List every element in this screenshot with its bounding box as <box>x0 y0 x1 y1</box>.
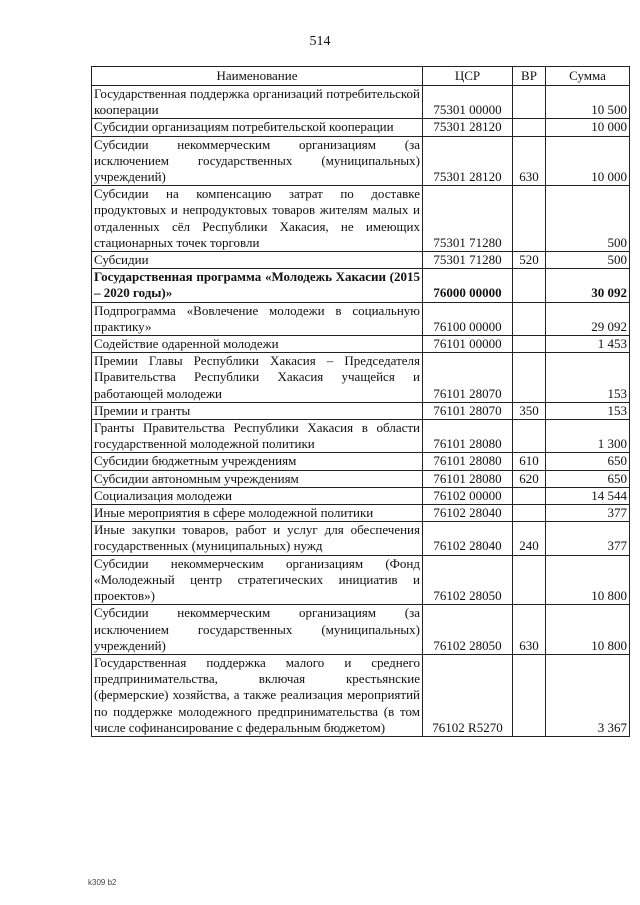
row-sum-cell: 10 000 <box>546 136 630 186</box>
row-vr-cell <box>513 86 546 119</box>
row-csr-cell: 76102 28050 <box>423 605 513 655</box>
row-sum-cell: 500 <box>546 252 630 269</box>
row-sum-cell: 650 <box>546 470 630 487</box>
row-sum-cell: 1 453 <box>546 336 630 353</box>
table-row <box>92 186 630 252</box>
row-sum-cell: 153 <box>546 402 630 419</box>
budget-table <box>91 66 630 737</box>
table-row <box>92 420 630 453</box>
row-sum-cell: 500 <box>546 186 630 252</box>
row-vr-cell: 620 <box>513 470 546 487</box>
row-name-cell: Государственная поддержка организаций потребительской кооперации <box>92 86 423 119</box>
row-csr-cell: 75301 28120 <box>423 136 513 186</box>
row-vr-cell: 350 <box>513 402 546 419</box>
row-name-cell: Подпрограмма «Вовлечение молодежи в социальную практику» <box>92 302 423 335</box>
table-row <box>92 470 630 487</box>
row-name-cell: Субсидии некоммерческим организациям (за исключением государственных (муниципальных) учреждений) <box>92 136 423 186</box>
row-csr-cell: 76101 28080 <box>423 420 513 453</box>
row-sum-cell: 650 <box>546 453 630 470</box>
row-sum-cell: 10 500 <box>546 86 630 119</box>
row-sum-cell: 1 300 <box>546 420 630 453</box>
table-row <box>92 555 630 605</box>
row-vr-cell: 520 <box>513 252 546 269</box>
row-csr-cell: 76102 00000 <box>423 487 513 504</box>
row-vr-cell <box>513 302 546 335</box>
row-vr-cell: 610 <box>513 453 546 470</box>
table-row <box>92 654 630 736</box>
row-vr-cell: 240 <box>513 522 546 555</box>
row-name-cell: Субсидии некоммерческим организациям (за исключением государственных (муниципальных) учреждений) <box>92 605 423 655</box>
row-csr-cell: 76102 R5270 <box>423 654 513 736</box>
row-name-cell: Субсидии бюджетным учреждениям <box>92 453 423 470</box>
column-header-vr: ВР <box>513 67 546 86</box>
row-csr-cell: 76101 28080 <box>423 453 513 470</box>
row-vr-cell <box>513 186 546 252</box>
row-vr-cell <box>513 505 546 522</box>
row-sum-cell: 377 <box>546 505 630 522</box>
row-csr-cell: 76102 28040 <box>423 522 513 555</box>
row-vr-cell <box>513 555 546 605</box>
row-csr-cell: 76100 00000 <box>423 302 513 335</box>
row-name-cell: Субсидии автономным учреждениям <box>92 470 423 487</box>
row-csr-cell: 75301 71280 <box>423 186 513 252</box>
row-vr-cell <box>513 269 546 302</box>
table-row <box>92 505 630 522</box>
row-vr-cell <box>513 487 546 504</box>
table-row <box>92 136 630 186</box>
row-sum-cell: 377 <box>546 522 630 555</box>
row-sum-cell: 153 <box>546 353 630 403</box>
footer-code: k309 b2 <box>88 878 117 887</box>
row-csr-cell: 76000 00000 <box>423 269 513 302</box>
row-csr-cell: 75301 00000 <box>423 86 513 119</box>
row-sum-cell: 3 367 <box>546 654 630 736</box>
row-sum-cell: 30 092 <box>546 269 630 302</box>
column-header-sum: Сумма <box>546 67 630 86</box>
row-csr-cell: 76102 28040 <box>423 505 513 522</box>
table-row <box>92 402 630 419</box>
row-name-cell: Социализация молодежи <box>92 487 423 504</box>
row-vr-cell: 630 <box>513 136 546 186</box>
table-row <box>92 302 630 335</box>
table-header-row <box>92 67 630 86</box>
column-header-csr: ЦСР <box>423 67 513 86</box>
row-sum-cell: 10 800 <box>546 555 630 605</box>
row-vr-cell: 630 <box>513 605 546 655</box>
row-name-cell: Субсидии организациям потребительской кооперации <box>92 119 423 136</box>
row-name-cell: Государственная программа «Молодежь Хакасии (2015 – 2020 годы)» <box>92 269 423 302</box>
row-csr-cell: 75301 71280 <box>423 252 513 269</box>
row-vr-cell <box>513 336 546 353</box>
row-csr-cell: 76102 28050 <box>423 555 513 605</box>
table-row <box>92 353 630 403</box>
row-name-cell: Премии и гранты <box>92 402 423 419</box>
table-row <box>92 487 630 504</box>
row-sum-cell: 14 544 <box>546 487 630 504</box>
row-csr-cell: 76101 00000 <box>423 336 513 353</box>
row-name-cell: Иные мероприятия в сфере молодежной политики <box>92 505 423 522</box>
row-vr-cell <box>513 654 546 736</box>
row-name-cell: Иные закупки товаров, работ и услуг для обеспечения государственных (муниципальных) нужд <box>92 522 423 555</box>
row-csr-cell: 76101 28070 <box>423 402 513 419</box>
row-csr-cell: 76101 28080 <box>423 470 513 487</box>
table-body <box>92 86 630 737</box>
row-vr-cell <box>513 420 546 453</box>
row-name-cell: Субсидии некоммерческим организациям (Фонд «Молодежный центр стратегических инициатив и проектов») <box>92 555 423 605</box>
row-name-cell: Гранты Правительства Республики Хакасия в области государственной молодежной политики <box>92 420 423 453</box>
row-sum-cell: 29 092 <box>546 302 630 335</box>
column-header-name: Наименование <box>92 67 423 86</box>
table-row <box>92 252 630 269</box>
row-vr-cell <box>513 119 546 136</box>
row-sum-cell: 10 800 <box>546 605 630 655</box>
table-row <box>92 269 630 302</box>
table-row <box>92 605 630 655</box>
table-row <box>92 119 630 136</box>
table-row <box>92 86 630 119</box>
row-vr-cell <box>513 353 546 403</box>
table-row <box>92 453 630 470</box>
row-name-cell: Субсидии <box>92 252 423 269</box>
row-csr-cell: 76101 28070 <box>423 353 513 403</box>
row-name-cell: Содействие одаренной молодежи <box>92 336 423 353</box>
row-name-cell: Государственная поддержка малого и среднего предпринимательства, включая крестьянские (фермерские) хозяйства, а также реализация мероприятий по поддержке молодежного предпринимательства (в том числе софинансирование с федеральным бюджетом) <box>92 654 423 736</box>
table-row <box>92 336 630 353</box>
row-csr-cell: 75301 28120 <box>423 119 513 136</box>
row-sum-cell: 10 000 <box>546 119 630 136</box>
page-number: 514 <box>309 34 331 49</box>
row-name-cell: Субсидии на компенсацию затрат по доставке продуктовых и непродуктовых товаров жителям малых и отдаленных сёл Республики Хакасия, не имеющих стационарных точек торговли <box>92 186 423 252</box>
row-name-cell: Премии Главы Республики Хакасия – Председателя Правительства Республики Хакасия учащейся и работающей молодежи <box>92 353 423 403</box>
table-row <box>92 522 630 555</box>
